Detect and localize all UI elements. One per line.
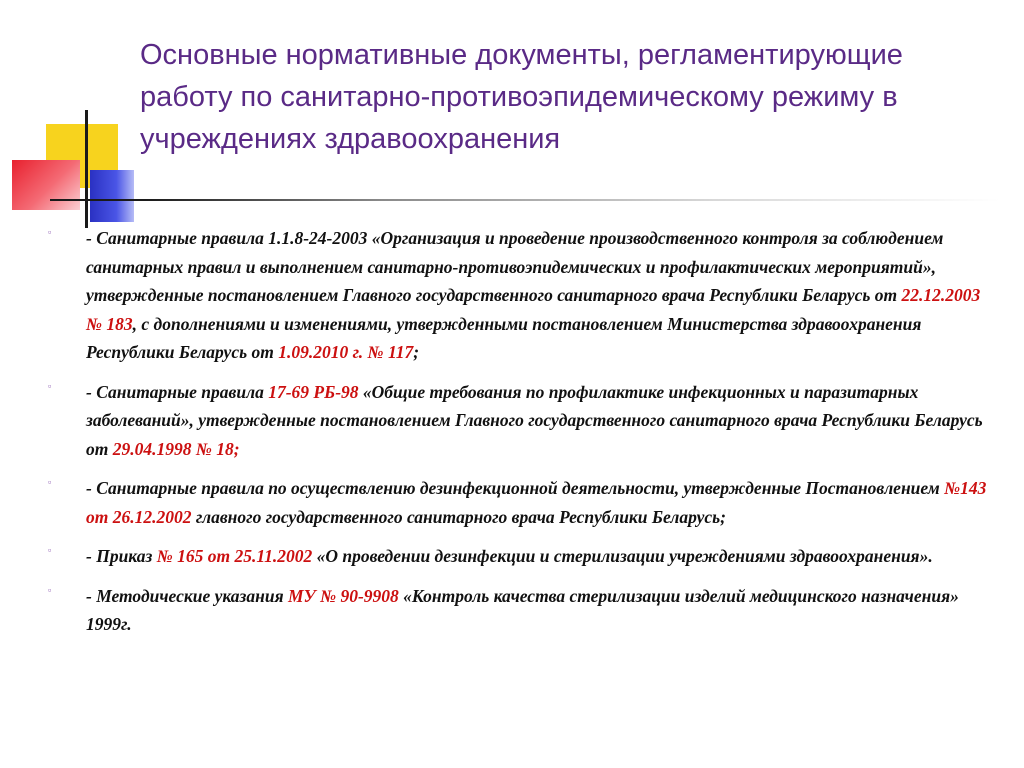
list-item-disinfection-rules [48,474,998,531]
item-text: ; [413,342,420,362]
bullet-icon: ▫ [48,380,52,391]
list-item-sanitary-rules-2 [48,378,998,464]
item-text: - Санитарные правила по осуществлению дезинфекционной деятельности, утвержденные Постановлением [86,478,945,498]
document-list [48,224,998,650]
bullet-icon: ▫ [48,477,52,487]
highlight-date-number: 1.09.2010 г. № 117 [278,342,414,362]
item-text: - Приказ [86,546,157,566]
item-text: - Санитарные правила [86,381,269,402]
item-text: - Методические указания [86,585,288,606]
highlight-date-number: 29.04.1998 № 18; [112,438,240,459]
decor-red-square [12,160,80,210]
decor-blue-square [90,170,134,222]
list-item-methodical-guidelines [48,582,998,639]
item-text: «Общие требования по профилактике инфекционных и паразитарных заболеваний», утвержденные постановлением Главного государственного санитарного врача Республики Беларусь от [86,381,983,459]
item-text: «Контроль качества стерилизации изделий медицинского назначения» 1999г. [86,585,959,634]
item-text: «О проведении дезинфекции и стерилизации учреждениями здравоохранения». [312,546,933,566]
bullet-icon: ▫ [48,227,52,237]
highlight-code: 17-69 РБ-98 [268,381,359,402]
bullet-icon: ▫ [48,584,52,595]
item-text: - Санитарные правила 1.1.8-24-2003 «Организация и проведение производственного контроля за соблюдением санитарных правил и выполнением санитарно-противоэпидемических и профилактических мероприятий», утвержденные постановлением Главного государственного санитарного врача Республики Беларусь от [86,228,944,305]
item-text: главного государственного санитарного врача Республики Беларусь; [191,506,726,527]
list-item-sanitary-rules-1 [48,224,998,367]
highlight-code: МУ № 90-9908 [287,585,399,606]
highlight-date-number: 22.12.2003 № 183 [86,285,981,334]
decor-vertical-line [85,110,88,228]
item-text: , с дополнениями и изменениями, утвержденными постановлением Министерства здравоохранения Республики Беларусь от [86,313,922,362]
highlight-date-number: № 165 от 25.11.2002 [156,546,313,566]
title-underline [50,199,1000,201]
highlight-date-number: №143 от 26.12.2002 [86,478,987,527]
list-item-order-165 [48,542,998,571]
bullet-icon: ▫ [48,545,52,555]
slide-title: Основные нормативные документы, регламентирующие работу по санитарно-противоэпидемическому режиму в учреждениях здравоохранения [140,39,903,155]
